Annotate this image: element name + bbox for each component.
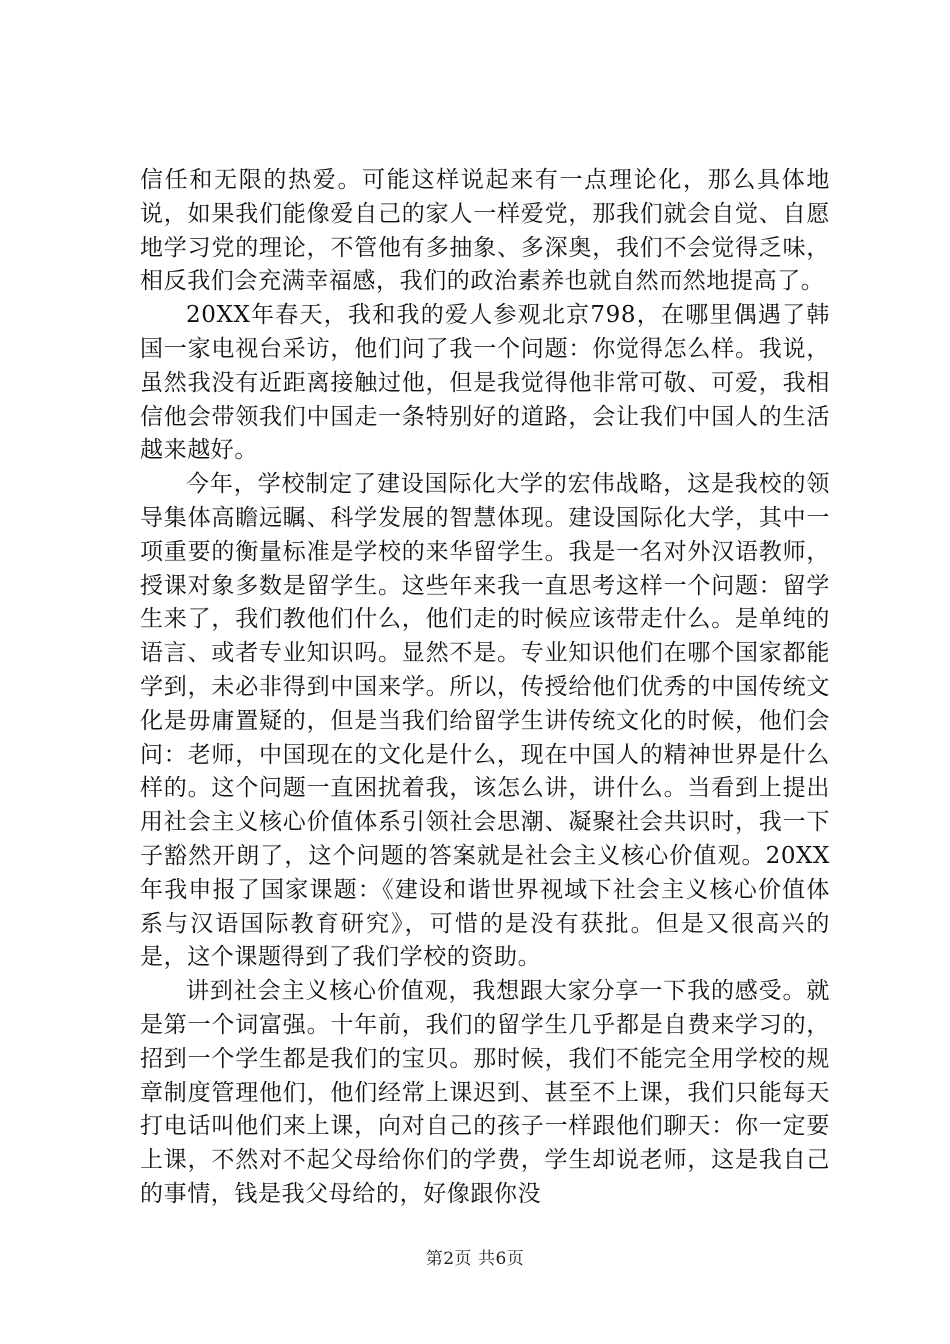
paragraph-1: 信任和无限的热爱。可能这样说起来有一点理论化，那么具体地说，如果我们能像爱自己的家人一样爱党，那我们就会自觉、自愿地学习党的理论，不管他有多抽象、多深奥，我们不会觉得乏味，相反我们会充满幸福感，我们的政治素养也就自然而然地提高了。	[140, 167, 830, 295]
paragraph-2: 20XX年春天，我和我的爱人参观北京798，在哪里偶遇了韩国一家电视台采访，他们问了我一个问题：你觉得怎么样。我说，虽然我没有近距离接触过他，但是我觉得他非常可敬、可爱，我相信他会带领我们中国走一条特别好的道路，会让我们中国人的生活越来越好。	[140, 302, 830, 464]
paragraph-3: 今年，学校制定了建设国际化大学的宏伟战略，这是我校的领导集体高瞻远瞩、科学发展的智慧体现。建设国际化大学，其中一项重要的衡量标准是学校的来华留学生。我是一名对外汉语教师，授课对象多数是留学生。这些年来我一直思考这样一个问题：留学生来了，我们教他们什么，他们走的时候应该带走什么。是单纯的语言、或者专业知识吗。显然不是。专业知识他们在哪个国家都能学到，未必非得到中国来学。所以，传授给他们优秀的中国传统文化是毋庸置疑的，但是当我们给留学生讲传统文化的时候，他们会问：老师，中国现在的文化是什么，现在中国人的精神世界是什么样的。这个问题一直困扰着我，该怎么讲，讲什么。当看到上提出用社会主义核心价值体系引领社会思潮、凝聚社会共识时，我一下子豁然开朗了，这个问题的答案就是社会主义核心价值观。20XX年我申报了国家课题：《建设和谐世界视域下社会主义核心价值体系与汉语国际教育研究》，可惜的是没有获批。但是又很高兴的是，这个课题得到了我们学校的资助。	[140, 471, 830, 971]
document-body	[140, 164, 830, 1212]
page-footer: 第2页 共6页	[425, 1249, 525, 1269]
paragraph-4: 讲到社会主义核心价值观，我想跟大家分享一下我的感受。就是第一个词富强。十年前，我们的留学生几乎都是自费来学习的，招到一个学生都是我们的宝贝。那时候，我们不能完全用学校的规章制度管理他们，他们经常上课迟到、甚至不上课，我们只能每天打电话叫他们来上课，向对自己的孩子一样跟他们聊天：你一定要上课，不然对不起父母给你们的学费，学生却说老师，这是我自己的事情，钱是我父母给的，好像跟你没	[140, 978, 830, 1207]
